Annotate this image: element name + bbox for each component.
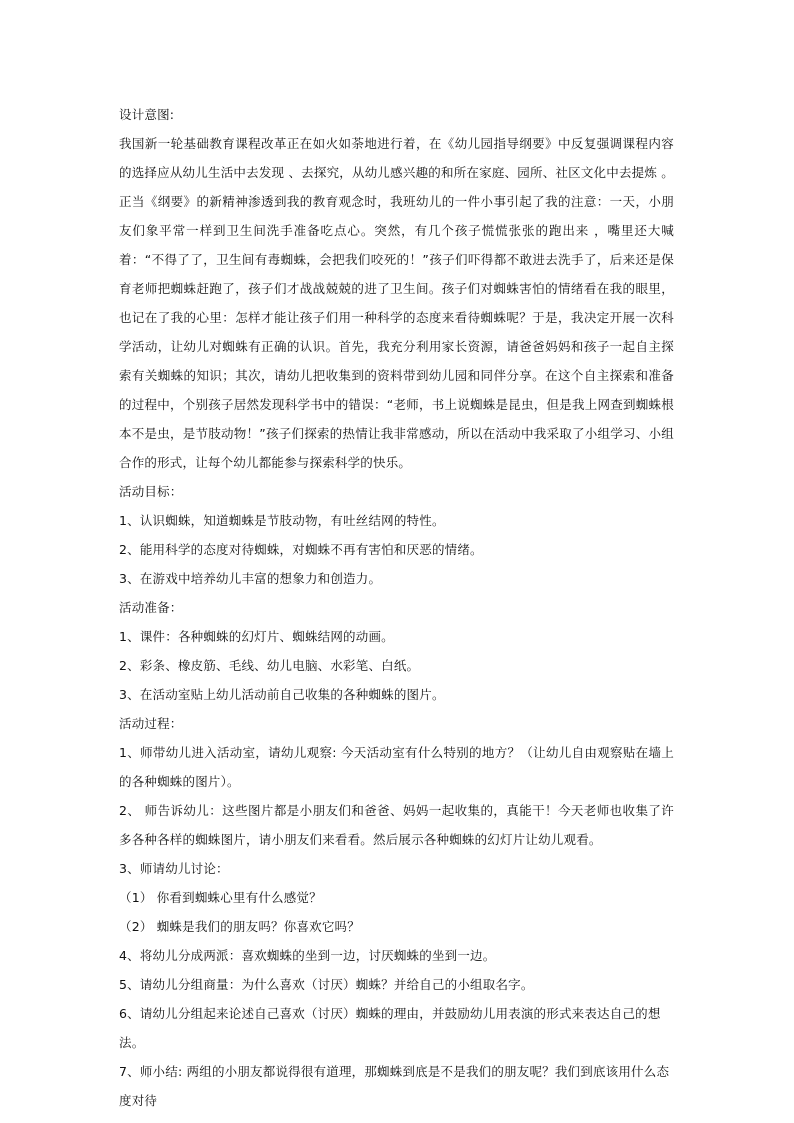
process-step-6: 6、请幼儿分组起来论述自己喜欢（讨厌）蜘蛛的理由，并鼓励幼儿用表演的形式来表达自己的想法。: [119, 1006, 661, 1050]
goal-item: 1、认识蜘蛛，知道蜘蛛是节肢动物，有吐丝结网的特性。: [119, 513, 445, 528]
process-step-5: 5、请幼儿分组商量：为什么喜欢（讨厌）蜘蛛？并给自己的小组取名字。: [119, 977, 534, 992]
design-paragraph: 我国新一轮基础教育课程改革正在如火如荼地进行着，在《幼儿园指导纲要》中反复强调课程内容的选择应从幼儿生活中去发现 、去探究，从幼儿感兴趣的和所在家庭、园所、社区文化中去提炼 。正当《纲要》的新精神渗透到我的教育观念时，我班幼儿的一件小事引起了我的注意：一天，小朋友们象平常一样到卫生间洗手准备吃点心。突然，有几个孩子慌慌张张的跑出来 ，嘴里还大喊着：“不得了了，卫生间有毒蜘蛛，会把我们咬死的！”孩子们吓得都不敢进去洗手了，后来还是保育老师把蜘蛛赶跑了，孩子们才战战兢兢的进了卫生间。孩子们对蜘蛛害怕的情绪看在我的眼里，也记在了我的心里：怎样才能让孩子们用一种科学的态度来看待蜘蛛呢？于是，我决定开展一次科学活动，让幼儿对蜘蛛有正确的认识。首先，我充分利用家长资源，请爸爸妈妈和孩子一起自主探索有关蜘蛛的知识；其次，请幼儿把收集到的资料带到幼儿园和同伴分享。在这个自主探索和准备的过程中，个别孩子居然发现科学书中的错误：“老师，书上说蜘蛛是昆虫，但是我上网查到蜘蛛根本不是虫，是节肢动物！”孩子们探索的热情让我非常感动，所以在活动中我采取了小组学习、小组合作的形式，让每个幼儿都能参与探索科学的快乐。: [119, 136, 674, 470]
process-step-4: 4、将幼儿分成两派：喜欢蜘蛛的坐到一边，讨厌蜘蛛的坐到一边。: [119, 948, 496, 963]
process-step-7: 7、师小结: 两组的小朋友都说得很有道理，那蜘蛛到底是不是我们的朋友呢？我们到底该用什么态度对待: [119, 1064, 670, 1108]
process-question-2: （2） 蜘蛛是我们的朋友吗？你喜欢它吗？: [119, 919, 360, 934]
process-step-2: 2、 师告诉幼儿：这些图片都是小朋友们和爸爸、妈妈一起收集的，真能干！今天老师也收集了许多各种各样的蜘蛛图片，请小朋友们来看看。然后展示各种蜘蛛的幻灯片让幼儿观看。: [119, 803, 674, 847]
process-step-1: 1、师带幼儿进入活动室，请幼儿观察: 今天活动室有什么特别的地方？（让幼儿自由观察贴在墙上的各种蜘蛛的图片）。: [119, 745, 674, 789]
process-question-1: （1） 你看到蜘蛛心里有什么感觉？: [119, 890, 322, 905]
heading-process: 活动过程：: [119, 716, 183, 731]
process-step-3: 3、师请幼儿讨论：: [119, 861, 229, 876]
prep-item: 2、彩条、橡皮筋、毛线、幼儿电脑、水彩笔、白纸。: [119, 658, 420, 673]
goal-item: 2、能用科学的态度对待蜘蛛，对蜘蛛不再有害怕和厌恶的情绪。: [119, 542, 483, 557]
heading-goals: 活动目标：: [119, 484, 183, 499]
goal-item: 3、在游戏中培养幼儿丰富的想象力和创造力。: [119, 571, 382, 586]
heading-design: 设计意图:: [119, 107, 175, 122]
heading-prep: 活动准备：: [119, 600, 183, 615]
document-page: [119, 100, 674, 1115]
prep-item: 1、课件：各种蜘蛛的幻灯片、蜘蛛结网的动画。: [119, 629, 394, 644]
prep-item: 3、在活动室贴上幼儿活动前自己收集的各种蜘蛛的图片。: [119, 687, 445, 702]
